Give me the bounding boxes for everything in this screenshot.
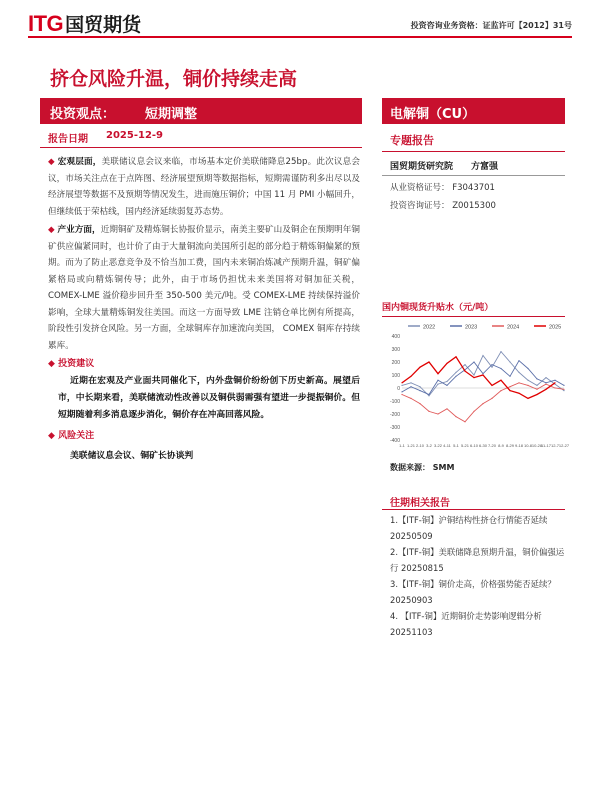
data-point-2022 [509, 361, 510, 362]
data-point-2024 [527, 385, 528, 386]
related-reports-list [390, 512, 565, 640]
bullet-icon: ◆ [48, 157, 55, 167]
data-point-2023 [446, 385, 447, 386]
related-reports-title: 往期相关报告 [390, 498, 450, 509]
data-point-2023 [563, 385, 564, 386]
data-point-2022 [536, 385, 537, 386]
view-label: 投资观点： [50, 107, 116, 122]
bullet-icon: ◆ [48, 225, 55, 235]
industry-text: 近期铜矿及精炼铜长协报价显示，南美主要矿山及铜企在预期明年铜矿供应偏紧同时，也计价了由于大量铜流向美国所引起的部分趋于精炼铜偏紧的预期。而为了防止恶意竞争及不恰当加工费，国内未来铜冶炼减产预期升温，铜矿偏紧格局或向精炼铜传导；此外，由于市场仍担忧未来美国将对铜加征关税，COMEX-LME 溢价稳步回升至 350-500 美元/吨。受 COMEX-LME 持续保持溢价影响，全球大量精炼铜发往美国。而这一方面导致 LME 注销仓单比例有所提高，阶段性引发挤仓风险。另一方面，全球铜库存加速流向美国， COMEX 铜库存持续累库。 [48, 225, 361, 351]
y-tick-label: 0 [397, 386, 400, 392]
data-point-2022 [518, 372, 519, 373]
data-point-2022 [473, 374, 474, 375]
data-point-2024 [410, 398, 411, 399]
qualification-cert: 从业资格证号： F3043701 [390, 183, 495, 193]
y-tick-label: 400 [391, 334, 400, 340]
data-point-2023 [482, 373, 483, 374]
data-point-2023 [509, 376, 510, 377]
data-point-2023 [545, 382, 546, 383]
data-point-2024 [464, 421, 465, 422]
data-point-2023 [419, 390, 420, 391]
data-point-2024 [428, 411, 429, 412]
data-point-2022 [410, 382, 411, 383]
date-divider [40, 147, 362, 148]
legend-label-2024: 2024 [507, 324, 520, 331]
data-point-2022 [419, 386, 420, 387]
advice-text: 近期在宏观及产业面共同催化下，内外盘铜价纷纷创下历史新高。展望后市，中长期来看，美联储流动性改善以及铜供弱需强有望进一步提振铜价。但短期随着利多消息逐步消化，铜价存在冲高回落风险。 [58, 375, 360, 420]
data-point-2025 [500, 380, 501, 381]
x-tick-label: 3-2 [426, 443, 432, 448]
data-point-2022 [545, 377, 546, 378]
analyst-org: 国贸期货研究院 [390, 162, 454, 172]
report-type-divider [382, 151, 565, 152]
data-point-2024 [401, 394, 402, 395]
page-header [0, 0, 600, 40]
data-point-2024 [473, 411, 474, 412]
x-tick-label: 1-21 [406, 443, 416, 448]
logo-cn-text: 国贸期货 [65, 14, 142, 36]
y-tick-label: 100 [391, 373, 400, 379]
data-point-2022 [491, 367, 492, 368]
y-tick-label: -300 [389, 425, 400, 431]
risk-text: 美联储议息会议、铜矿长协谈判 [70, 451, 194, 461]
y-tick-label: -400 [389, 438, 400, 444]
data-point-2025 [518, 393, 519, 394]
related-report-item[interactable]: 2.【ITF-铜】美联储降息预期升温，铜价偏强运行 20250815 [390, 547, 565, 573]
x-tick-label: 10-28 [531, 443, 543, 448]
report-type: 专题报告 [390, 134, 434, 147]
macro-text: 美联储议息会议来临，市场基本定价美联储降息25bp。此次议息会议，市场关注点在于点阵图、经济展望预期等数据指标，短期需谨防利多出尽以及经济展望等数据不及预期等情况发生，进而施压铜价；中国 11 月 PMI 小幅回升，但继续低于荣枯线，国内经济延续弱复苏态势。 [48, 157, 360, 217]
related-report-item[interactable]: 1.【ITF-铜】沪铜结构性挤仓行情能否延续 20250509 [390, 515, 548, 541]
product-bar: 电解铜（CU） [382, 98, 565, 124]
data-point-2024 [446, 408, 447, 409]
advice-heading-row [48, 356, 360, 373]
data-point-2023 [518, 360, 519, 361]
data-point-2025 [455, 356, 456, 357]
data-point-2025 [410, 376, 411, 377]
x-tick-label: 9-18 [514, 443, 524, 448]
chart-divider [382, 316, 565, 317]
x-tick-label: 7-20 [487, 443, 497, 448]
data-point-2024 [536, 389, 537, 390]
series-line-2023 [402, 361, 564, 395]
data-point-2023 [491, 364, 492, 365]
data-point-2024 [554, 387, 555, 388]
advice-heading: 投资建议 [58, 359, 95, 369]
report-date-value: 2025-12-9 [106, 130, 164, 141]
data-point-2025 [509, 390, 510, 391]
data-point-2025 [401, 382, 402, 383]
data-point-2023 [401, 391, 402, 392]
investment-view-bar [40, 98, 362, 124]
header-divider [28, 36, 572, 38]
data-point-2023 [554, 380, 555, 381]
x-tick-label: 6-10 [469, 443, 479, 448]
y-tick-label: 200 [391, 360, 400, 366]
data-point-2023 [410, 386, 411, 387]
data-point-2025 [473, 377, 474, 378]
x-tick-label: 8-29 [505, 443, 515, 448]
risk-heading-row [48, 428, 360, 445]
analyst-row [390, 159, 498, 172]
data-point-2025 [419, 367, 420, 368]
data-point-2025 [482, 374, 483, 375]
x-tick-label: 12-27 [558, 443, 570, 448]
data-point-2025 [527, 398, 528, 399]
report-date-row [48, 130, 163, 145]
macro-paragraph [48, 154, 360, 220]
y-tick-label: 300 [391, 347, 400, 353]
data-point-2025 [545, 389, 546, 390]
x-tick-label: 3-22 [433, 443, 443, 448]
data-point-2024 [563, 389, 564, 390]
analyst-divider [382, 175, 565, 176]
data-point-2023 [473, 361, 474, 362]
x-tick-label: 6-30 [478, 443, 488, 448]
x-tick-label: 4-11 [443, 443, 451, 448]
data-point-2024 [491, 398, 492, 399]
y-tick-label: -100 [389, 399, 400, 405]
legend-label-2025: 2025 [549, 324, 562, 331]
related-report-item[interactable]: 4. 【ITF-铜】近期铜价走势影响逻辑分析 20251103 [390, 611, 542, 637]
data-point-2023 [536, 378, 537, 379]
related-divider [382, 509, 565, 510]
chart-title: 国内铜现货升贴水（元/吨） [382, 303, 494, 313]
data-point-2025 [437, 373, 438, 374]
bullet-icon: ◆ [48, 359, 55, 369]
data-point-2022 [563, 390, 564, 391]
itg-logo [28, 10, 141, 37]
license-text: 投资咨询业务资格：证监许可【2012】31号 [410, 21, 572, 30]
data-point-2025 [536, 394, 537, 395]
x-tick-label: 5-21 [460, 443, 470, 448]
data-point-2024 [482, 403, 483, 404]
bullet-icon: ◆ [48, 430, 55, 441]
data-point-2023 [527, 368, 528, 369]
data-source: 数据来源： SMM [390, 463, 455, 472]
data-point-2022 [437, 384, 438, 385]
industry-paragraph [48, 222, 360, 354]
y-tick-label: -200 [389, 412, 400, 418]
series-line-2024 [402, 383, 564, 422]
page-title: 挤仓风险升温，铜价持续走高 [50, 68, 298, 90]
x-tick-label: 1-1 [399, 443, 405, 448]
data-point-2025 [491, 385, 492, 386]
data-point-2024 [545, 384, 546, 385]
data-point-2023 [437, 380, 438, 381]
report-date-label: 报告日期 [48, 134, 88, 145]
spot-premium-chart [382, 318, 572, 450]
data-point-2023 [428, 394, 429, 395]
data-point-2022 [401, 385, 402, 386]
x-tick-label: 12-7 [550, 443, 560, 448]
x-tick-label: 5-1 [453, 443, 459, 448]
data-point-2024 [437, 413, 438, 414]
legend-label-2023: 2023 [465, 324, 478, 331]
data-point-2022 [455, 372, 456, 373]
legend-label-2022: 2022 [423, 324, 436, 331]
logo-itg-text: ITG [28, 11, 64, 36]
data-point-2023 [455, 376, 456, 377]
x-tick-label: 10-8 [523, 443, 533, 448]
risk-heading: 风险关注 [58, 430, 95, 441]
consulting-cert: 投资咨询证号： Z0015300 [390, 201, 496, 211]
data-point-2024 [509, 386, 510, 387]
macro-heading: 宏观层面， [57, 157, 102, 167]
related-report-item[interactable]: 3.【ITF-铜】铜价走高，价格强势能否延续？ 20250903 [390, 579, 556, 605]
data-point-2024 [518, 382, 519, 383]
data-point-2025 [428, 361, 429, 362]
data-point-2022 [500, 351, 501, 352]
data-point-2022 [446, 381, 447, 382]
view-value: 短期调整 [145, 107, 198, 122]
data-point-2024 [455, 416, 456, 417]
data-point-2024 [419, 403, 420, 404]
chart-svg [382, 318, 572, 450]
data-point-2025 [446, 363, 447, 364]
data-point-2022 [428, 395, 429, 396]
main-body [48, 154, 360, 465]
industry-heading: 产业方面， [57, 225, 101, 235]
data-point-2025 [464, 371, 465, 372]
data-point-2023 [500, 368, 501, 369]
data-point-2024 [500, 390, 501, 391]
analyst-name: 方富强 [471, 162, 499, 172]
x-tick-label: 11-17 [541, 443, 551, 448]
data-point-2022 [527, 380, 528, 381]
x-tick-label: 8-9 [498, 443, 504, 448]
data-point-2025 [554, 382, 555, 383]
data-point-2022 [464, 364, 465, 365]
data-point-2022 [482, 355, 483, 356]
x-tick-label: 2-10 [415, 443, 425, 448]
